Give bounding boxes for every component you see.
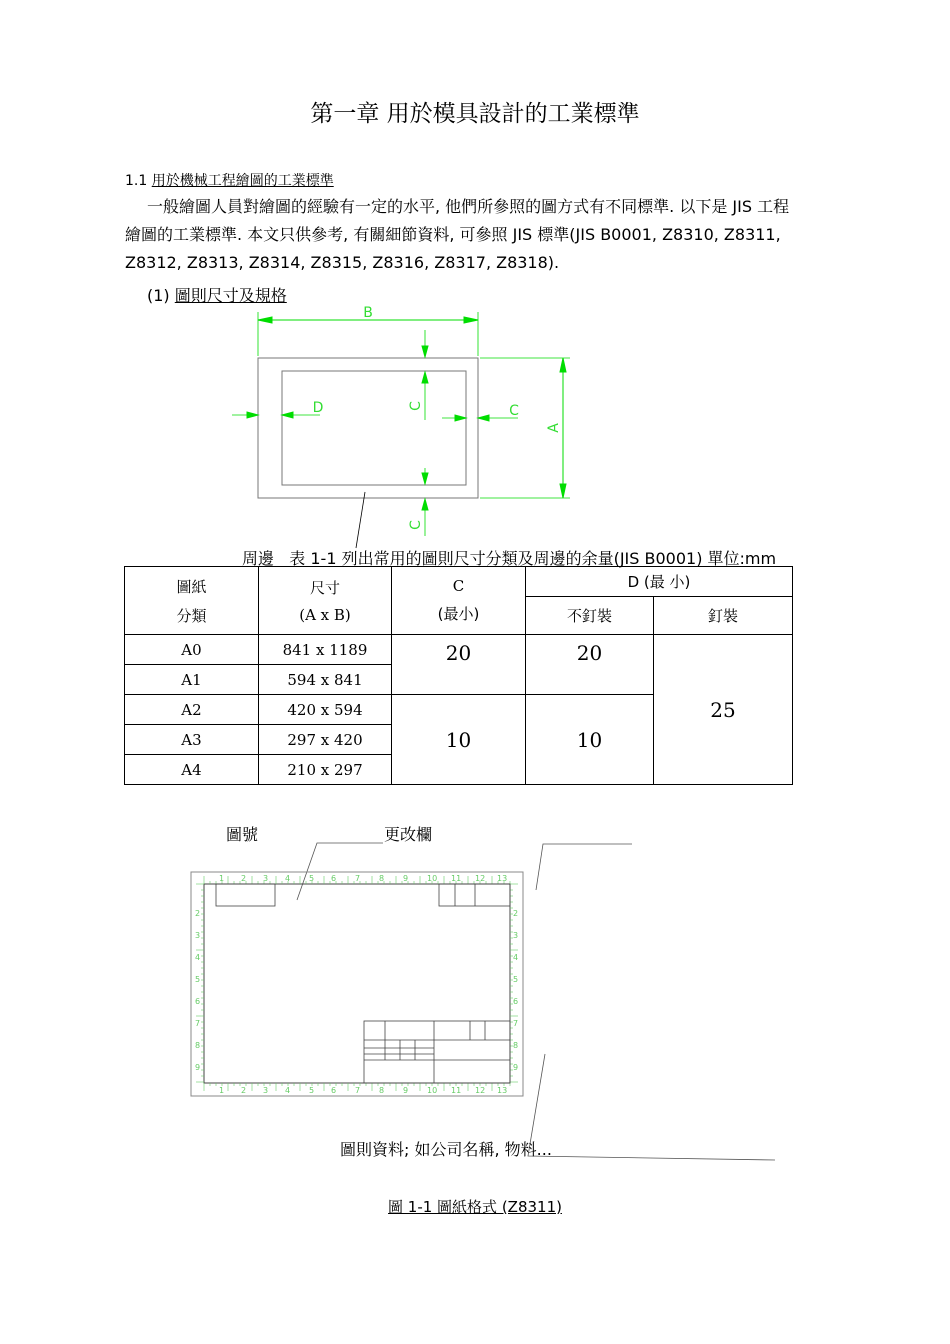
svg-text:5: 5 <box>309 874 315 883</box>
header-c-line2: (最小) <box>437 605 480 623</box>
dim-d-left <box>232 412 320 418</box>
figure-caption-text: 圖 1-1 圖紙格式 (Z8311) <box>388 1198 562 1216</box>
svg-text:7: 7 <box>355 1086 361 1095</box>
svg-text:6: 6 <box>331 874 337 883</box>
subsection-number: (1) <box>147 286 170 305</box>
zone-ticks <box>196 876 518 1091</box>
cell-d-bound: 25 <box>654 635 793 785</box>
cell-class: A4 <box>125 755 259 785</box>
header-d <box>526 567 793 597</box>
svg-text:3: 3 <box>263 1086 269 1095</box>
table-caption-text: 表 1-1 列出常用的圖則尺寸分類及周邊的余量(JIS B0001) 單位:mm <box>289 549 777 568</box>
header-size-line1: 尺寸 <box>309 579 340 597</box>
section-number: 1.1 <box>125 173 148 189</box>
dim-c-right-label: C <box>509 403 519 419</box>
svg-text:8: 8 <box>195 1041 201 1050</box>
cell-c-a0a1: 20 <box>392 635 526 695</box>
header-class-line2: 分類 <box>176 606 207 625</box>
dim-c-bottom-label: C <box>408 520 424 530</box>
svg-text:7: 7 <box>195 1019 201 1028</box>
svg-text:7: 7 <box>355 874 361 883</box>
title-block-label: 圖則資料; 如公司名稱, 物料... <box>340 1140 552 1159</box>
drawing-number-box <box>216 884 275 906</box>
para-line: 繪圖的工業標準. 本文只供參考, 有關細節資料, 可參照 JIS 標準(JIS B0001, Z8310, Z8311, <box>125 225 781 244</box>
header-d-text: D (最 小) <box>627 573 691 591</box>
svg-text:8: 8 <box>379 1086 385 1095</box>
cell-class: A0 <box>125 635 259 665</box>
callout-leader <box>356 492 365 548</box>
svg-text:4: 4 <box>285 874 291 883</box>
header-c-line1: C <box>452 577 465 595</box>
svg-text:1: 1 <box>219 874 225 883</box>
svg-text:7: 7 <box>513 1019 519 1028</box>
sheet-outer <box>191 872 523 1096</box>
svg-text:3: 3 <box>195 931 201 940</box>
svg-text:10: 10 <box>427 874 438 883</box>
revision-box <box>439 884 510 906</box>
cell-class: A3 <box>125 725 259 755</box>
dim-c-right <box>442 415 518 421</box>
svg-text:9: 9 <box>403 1086 409 1095</box>
cell-size: 594 x 841 <box>259 665 392 695</box>
svg-text:4: 4 <box>285 1086 291 1095</box>
svg-text:6: 6 <box>331 1086 337 1095</box>
svg-text:2: 2 <box>241 874 247 883</box>
dim-c-top-label: C <box>408 401 424 411</box>
svg-text:8: 8 <box>379 874 385 883</box>
svg-text:5: 5 <box>309 1086 315 1095</box>
svg-text:4: 4 <box>195 953 201 962</box>
svg-text:2: 2 <box>241 1086 247 1095</box>
svg-text:3: 3 <box>263 874 269 883</box>
header-size <box>259 567 392 635</box>
intro-paragraph <box>125 193 865 277</box>
cell-class: A1 <box>125 665 259 695</box>
svg-text:3: 3 <box>513 931 519 940</box>
revision-column-label: 更改欄 <box>384 825 433 844</box>
inner-frame <box>282 371 466 485</box>
cell-size: 297 x 420 <box>259 725 392 755</box>
cell-size: 841 x 1189 <box>259 635 392 665</box>
section-title: 用於機械工程繪圖的工業標準 <box>151 173 334 189</box>
svg-text:13: 13 <box>497 1086 508 1095</box>
paper-size-table <box>124 566 793 785</box>
cell-size: 210 x 297 <box>259 755 392 785</box>
header-class <box>125 567 259 635</box>
header-c <box>392 567 526 635</box>
svg-text:6: 6 <box>195 997 201 1006</box>
subsection-title: 圖則尺寸及規格 <box>174 286 287 305</box>
cell-d-unbound-a0a1: 20 <box>526 635 654 695</box>
cell-class: A2 <box>125 695 259 725</box>
sheet-frame <box>204 884 510 1083</box>
dim-d-label: D <box>312 400 324 416</box>
svg-text:8: 8 <box>513 1041 519 1050</box>
svg-text:2: 2 <box>195 909 201 918</box>
svg-text:6: 6 <box>513 997 519 1006</box>
figure-caption <box>0 1196 950 1217</box>
chapter-title: 第一章 用於模具設計的工業標準 <box>310 101 640 127</box>
svg-text:13: 13 <box>497 874 508 883</box>
svg-text:11: 11 <box>451 1086 462 1095</box>
svg-text:1: 1 <box>219 1086 225 1095</box>
cell-size: 420 x 594 <box>259 695 392 725</box>
svg-text:5: 5 <box>195 975 201 984</box>
section-heading <box>125 170 334 190</box>
header-class-line1: 圖紙 <box>176 577 207 596</box>
svg-text:10: 10 <box>427 1086 438 1095</box>
para-line: 一般繪圖人員對繪圖的經驗有一定的水平, 他們所參照的圖方式有不同標準. 以下是 JIS 工程 <box>147 197 790 216</box>
drawing-format-figure <box>185 838 785 1163</box>
svg-text:2: 2 <box>513 909 519 918</box>
svg-text:9: 9 <box>513 1063 519 1072</box>
header-size-line2: (A x B) <box>299 606 351 624</box>
svg-text:11: 11 <box>451 874 462 883</box>
callout-label: 周邊 <box>242 549 275 568</box>
drawing-number-label: 圖號 <box>226 825 259 844</box>
para-line: Z8312, Z8313, Z8314, Z8315, Z8316, Z8317, Z8318). <box>125 253 560 272</box>
cell-d-unbound-a2a4: 10 <box>526 695 654 785</box>
svg-text:4: 4 <box>513 953 519 962</box>
header-bound: 釘裝 <box>654 597 793 635</box>
svg-text:9: 9 <box>195 1063 201 1072</box>
title-block <box>364 1021 510 1083</box>
zone-numbers <box>195 874 518 1095</box>
dim-b-label: B <box>363 305 373 321</box>
sheet-outline <box>258 358 478 498</box>
svg-text:12: 12 <box>475 874 486 883</box>
figure-leaders <box>297 843 775 1160</box>
cell-c-a2a4: 10 <box>392 695 526 785</box>
header-unbound: 不釘裝 <box>526 597 654 635</box>
svg-text:12: 12 <box>475 1086 486 1095</box>
svg-text:5: 5 <box>513 975 519 984</box>
svg-text:9: 9 <box>403 874 409 883</box>
border-dimension-diagram <box>220 300 600 550</box>
dim-a-label: A <box>546 423 562 433</box>
